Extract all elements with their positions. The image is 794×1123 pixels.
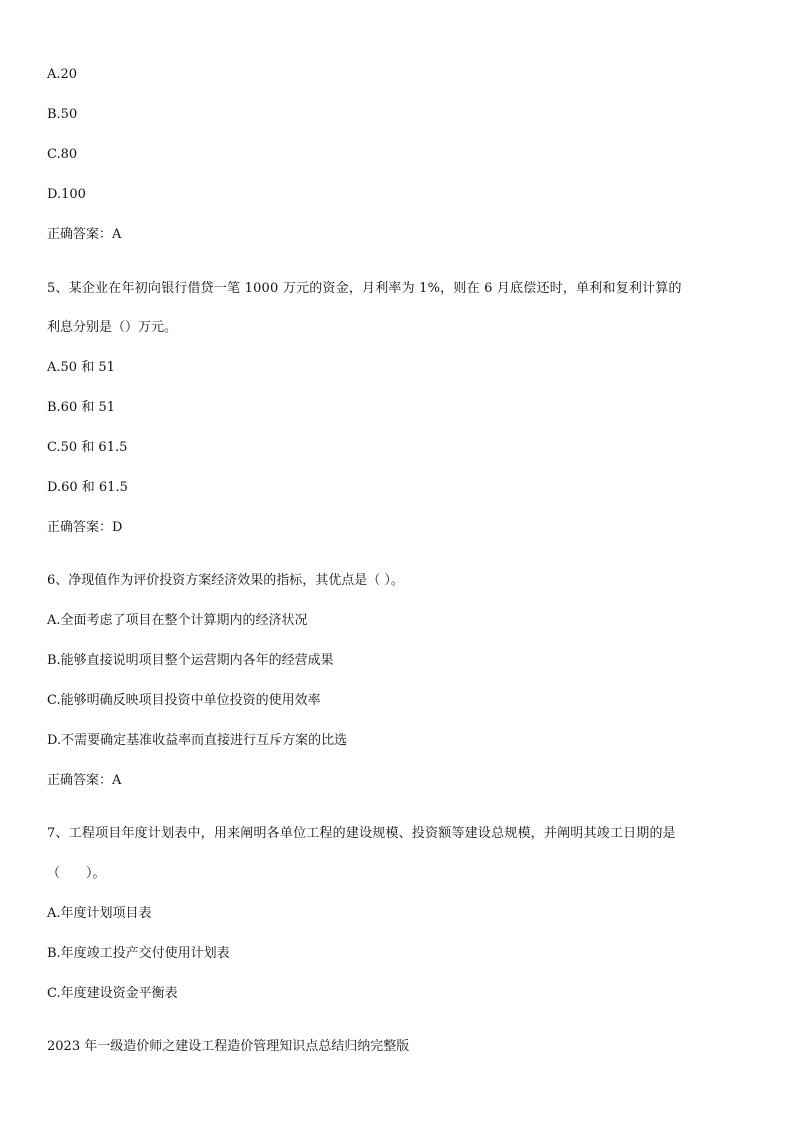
- q4-option-a: A.20: [47, 67, 78, 82]
- q4-option-b: B.50: [47, 107, 78, 122]
- q7-option-a: A.年度计划项目表: [47, 906, 152, 921]
- q7-stem-line-1: 7、工程项目年度计划表中，用来阐明各单位工程的建设规模、投资额等建设总规模，并阐明其竣工日期的是: [47, 826, 676, 841]
- q6-answer: 正确答案：A: [47, 773, 122, 788]
- q6-option-c: C.能够明确反映项目投资中单位投资的使用效率: [47, 693, 321, 708]
- page-footer: 2023 年一级造价师之建设工程造价管理知识点总结归纳完整版: [47, 1039, 410, 1054]
- q4-option-c: C.80: [47, 147, 78, 162]
- q7-option-b: B.年度竣工投产交付使用计划表: [47, 946, 230, 961]
- q4-option-d: D.100: [47, 187, 86, 202]
- q5-option-d: D.60 和 61.5: [47, 480, 128, 495]
- q6-stem: 6、净现值作为评价投资方案经济效果的指标，其优点是（ ）。: [47, 573, 404, 588]
- q5-option-b: B.60 和 51: [47, 400, 116, 415]
- q6-option-d: D.不需要确定基准收益率而直接进行互斥方案的比选: [47, 733, 348, 748]
- q5-stem-line-1: 5、某企业在年初向银行借贷一笔 1000 万元的资金，月利率为 1%，则在 6 月底偿还时，单利和复利计算的: [47, 281, 682, 296]
- q5-option-a: A.50 和 51: [47, 360, 115, 375]
- q4-answer: 正确答案：A: [47, 227, 122, 242]
- q5-stem-line-2: 利息分别是（）万元。: [47, 320, 178, 335]
- q7-option-c: C.年度建设资金平衡表: [47, 986, 178, 1001]
- q7-stem-line-2: （ ）。: [47, 866, 106, 881]
- q6-option-a: A.全面考虑了项目在整个计算期内的经济状况: [47, 613, 308, 628]
- q5-answer: 正确答案：D: [47, 520, 123, 535]
- q6-option-b: B.能够直接说明项目整个运营期内各年的经营成果: [47, 653, 334, 668]
- q5-option-c: C.50 和 61.5: [47, 440, 128, 455]
